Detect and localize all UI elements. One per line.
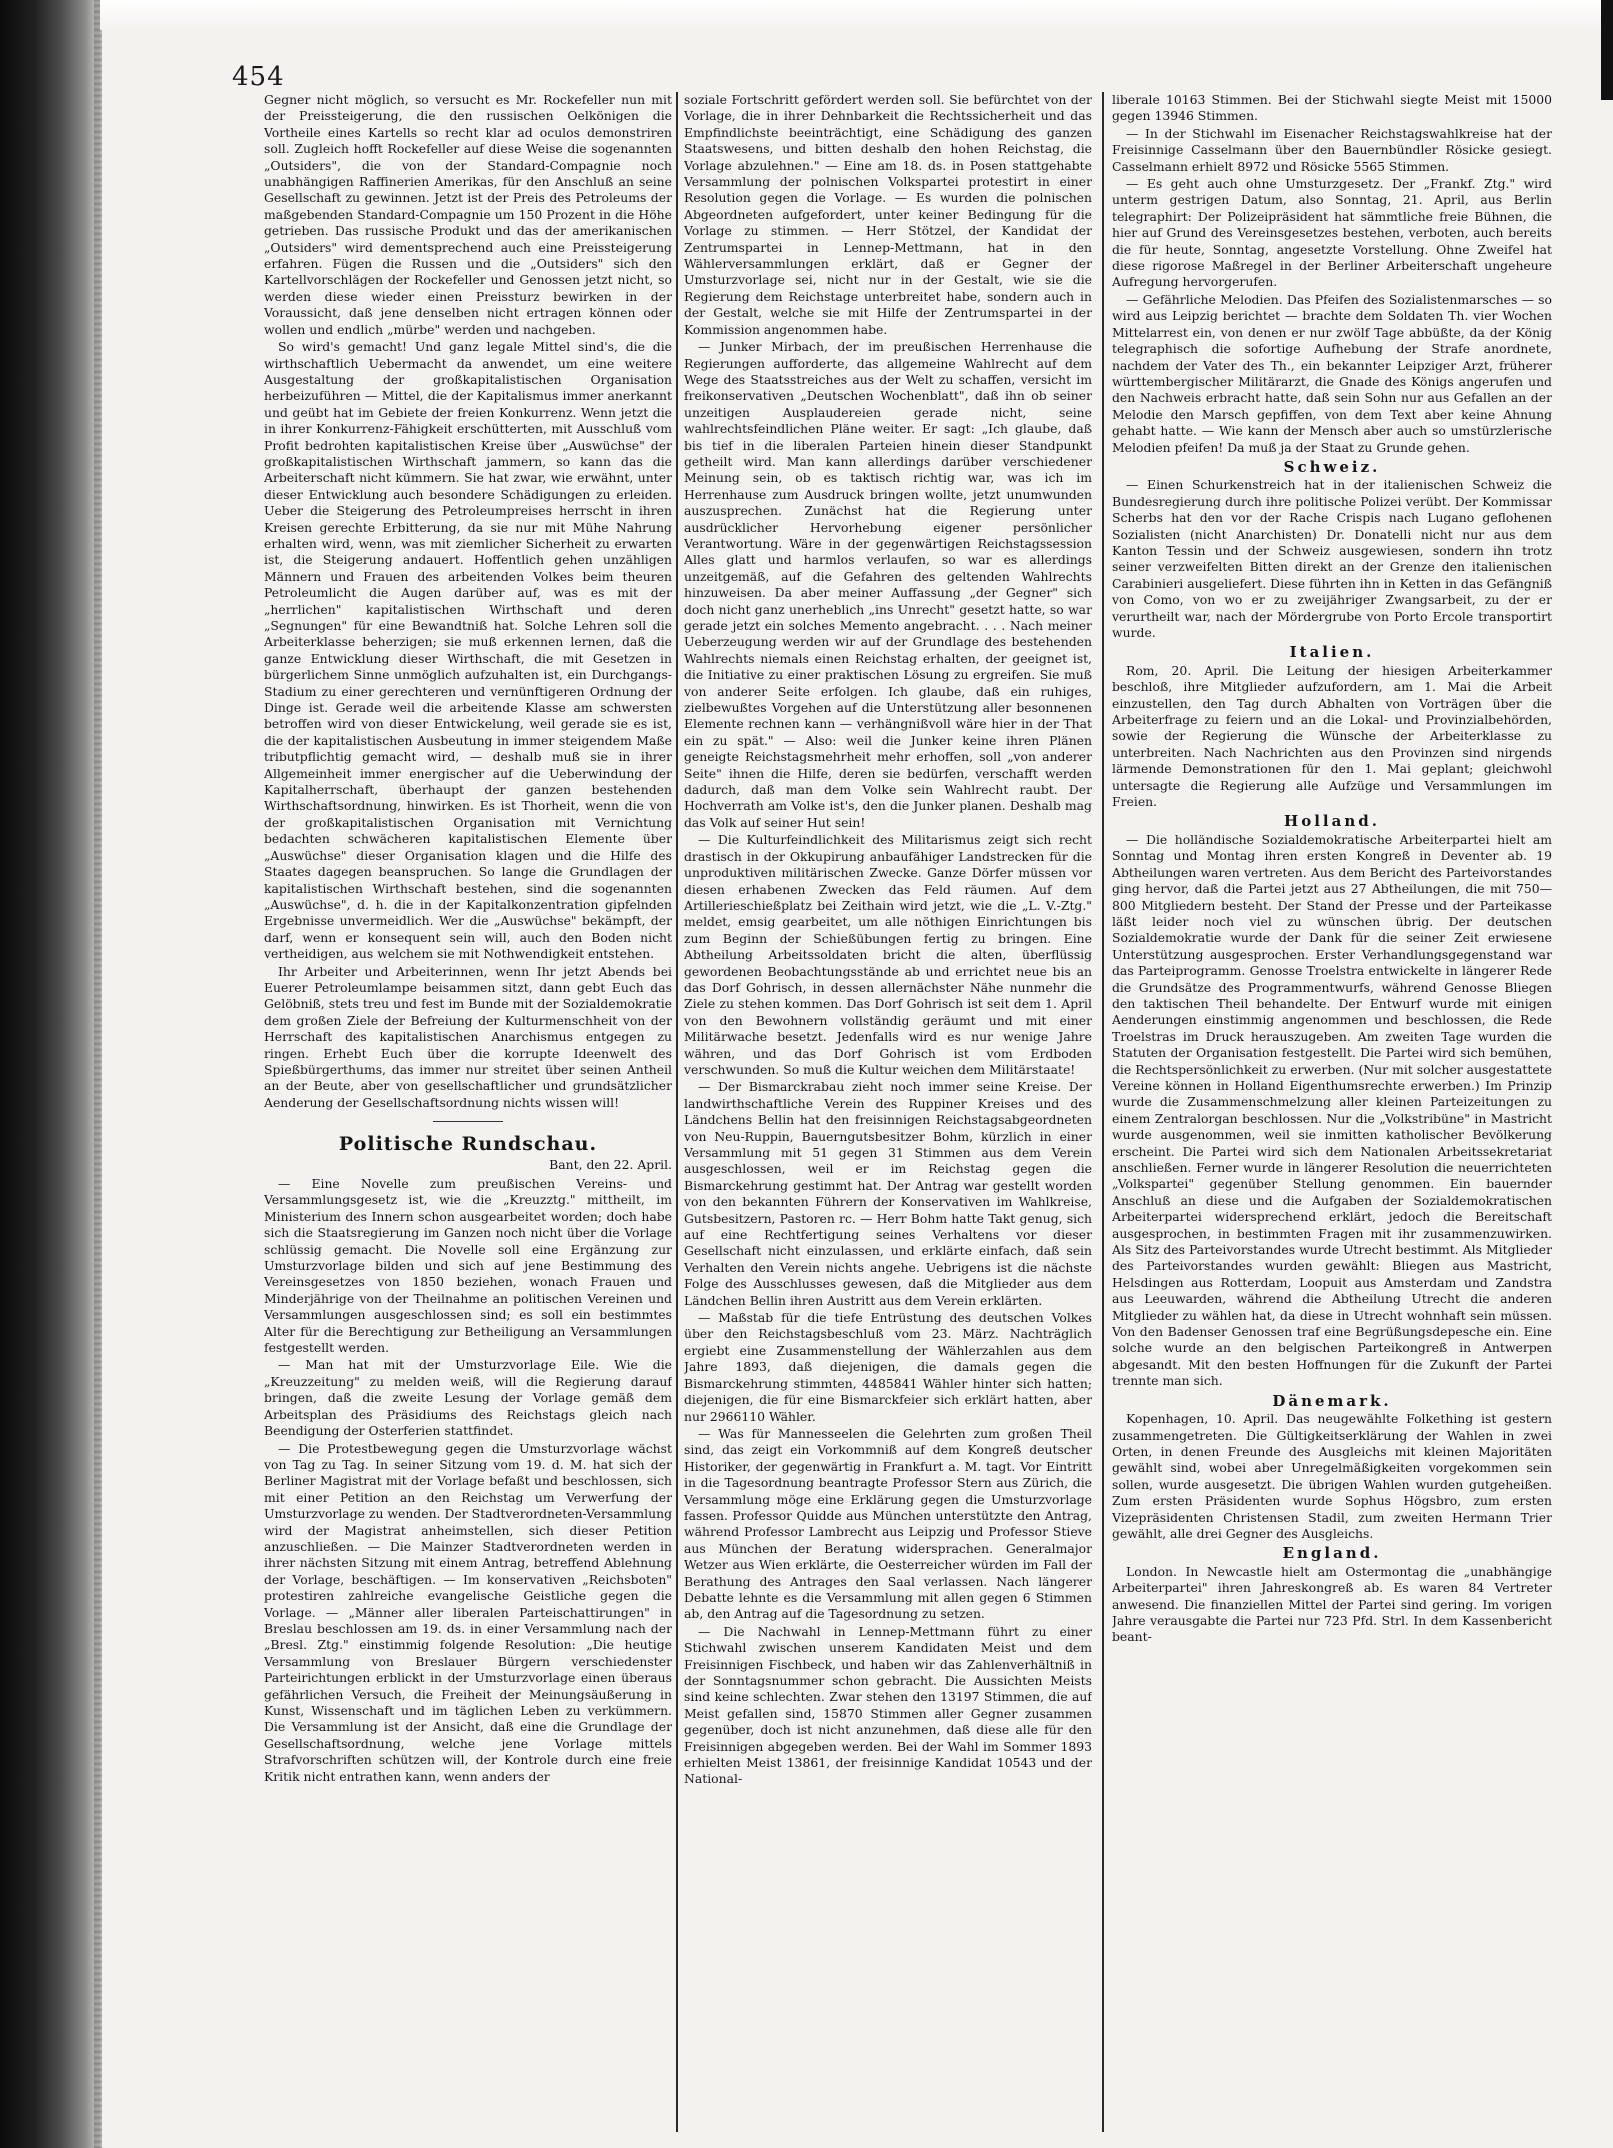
news-item: — Es geht auch ohne Umsturzgesetz. Der „Frankf. Ztg." wird unterm gestrigen Datum, also Sonntag, 21. April, aus Berlin telegraphirt: Der Polizeipräsident hat sämmtliche freie Bühnen, die hier auf Grund des Vereinsgesetzes bestehen, verboten, auch bereits die für heute, Sonntag, angesetzte Vorstellung. Ohne Zweifel hat diese rigorose Maßregel in der Berliner Arbeiterschaft ungeheure Aufregung hervorgerufen. — [1112, 176, 1552, 290]
news-item: — Gefährliche Melodien. Das Pfeifen des Sozialistenmarsches — so wird aus Leipzig berichtet — brachte dem Soldaten Th. vier Wochen Mittelarrest ein, von denen er nur zwölf Tage abbüßte, da der König telegraphisch die sofortige Aufhebung der Strafe anordnete, nachdem der Vater des Th., ein bekannter Leipziger Arzt, früherer württembergischer Militärarzt, die Gnade des Königs angerufen und den Nachweis erbracht hatte, daß sein Sohn nur aus Gefallen an der Melodie den Marsch gepfiffen, von dem Text aber keine Ahnung gehabt hatte. — Wie kann der Mensch aber auch so umstürzlerische Melodien pfeifen! Da muß ja der Staat zu Grunde gehen. — [1112, 291, 1552, 455]
news-item: — Die holländische Sozialdemokratische Arbeiterpartei hielt am Sonntag und Montag ihren ersten Kongreß in Deventer ab. 19 Abtheilungen waren vertreten. Aus dem Bericht des Parteivorstandes ging hervor, daß die Partei jetzt aus 27 Abtheilungen, die mit 750—800 Mitgliedern besteht. Der Stand der Presse und der Parteikasse läßt leider noch viel zu wünschen übrig. Der deutschen Sozialdemokratie wurde der Dank für die seiner Zeit erwiesene Unterstützung ausgesprochen. Erster Verhandlungsgegenstand war das Parteiprogramm. Genosse Troelstra entwickelte in längerer Rede die Grundsätze des Programmentwurfs, während Genosse Bliegen den taktischen Theil behandelte. Der Entwurf wurde mit einigen Aenderungen einstimmig angenommen und beschlossen, die Rede Troelstras im Druck herauszugeben. Am zweiten Tage wurden die Statuten der Organisation festgestellt. Die Partei wird sich bemühen, die Rechtspersönlichkeit zu erwerben. (Nur mit solcher ausgestattete Vereine können in Holland Eigenthumsrechte erwerben.) Im Prinzip wurde die Zusammenschmelzung aller kleinen Parteizeitungen zu einem Zentralorgan beschlossen. Nur die „Volkstribüne" in Mastricht wurde ausgenommen, weil sie inmitten katholischer Bevölkerung erscheint. Die Partei wird sich dem Nationalen Arbeitssekretariat anschließen. Ferner wurde in längerer Resolution die neuerrichteten „Volkspartei" gegenüber Stellung genommen. Ein bauernder Anschluß an diese und die Aufgaben der Sozialdemokratischen Arbeiterpartei widersprechend erklärt, jedoch die Bereitschaft ausgesprochen, in bestimmten Fragen mit ihr zusammenzuwirken. Als Sitz des Parteivorstandes wurde Utrecht bestimmt. Als Mitglieder des Parteivorstandes wurden gewählt: Bliegen aus Mastricht, Helsdingen aus Rotterdam, Loopuit aus Amsterdam und Zandstra aus Leeuwarden, während die Abtheilung Utrecht die anderen Mitglieder zu wählen hat, da diese in Utrecht wohnhaft sein müssen. Von den Badenser Genossen traf eine Begrüßungsdepesche ein. Eine solche wurde an den belgischen Parteikongreß in Antwerpen abgesandt. Mit den besten Hoffnungen für die Zukunft der Partei trennte man sich. — [1112, 831, 1552, 1389]
column-middle — [684, 92, 1092, 2117]
section-divider — [433, 1121, 503, 1122]
column-divider-2 — [1102, 92, 1104, 2132]
news-item: Kopenhagen, 10. April. Das neugewählte Folkething ist gestern zusammengetreten. Die Gültigkeitserklärung der Wahlen in zwei Orten, in denen Freunde des Ausgleichs mit kleinen Majoritäten gewählt sind, wobei aber Unregelmäßigkeiten vorgekommen sein sollen, wurde ausgesetzt. Die übrigen Wahlen wurden gutgeheißen. Zum ersten Präsidenten wurde Sophus Högsbro, zum ersten Vizepräsidenten Christensen Stadil, zum zweiten Hermann Trier gewählt, alle drei Gegner des Ausgleichs. — [1112, 1411, 1552, 1541]
news-item: — Einen Schurkenstreich hat in der italienischen Schweiz die Bundesregierung durch ihre politische Polizei verübt. Der Kommissar Scherbs hat den vor der Rache Crispis nach Lugano geflohenen Sozialisten (nicht Anarchisten) Dr. Donatelli nicht nur aus dem Kanton Tessin und der Schweiz ausgewiesen, sondern ihn trotz seiner verzweifelten Bitten direkt an der Grenze den italienischen Carabinieri ausgeliefert. Diese führten ihn in Ketten in das Gefängniß von Como, von wo er zu zweijähriger Zwangsarbeit, zu der er verurtheilt war, nach der Mördergrube von Porto Ercole transportirt wurde. — [1112, 477, 1552, 640]
news-item: Rom, 20. April. Die Leitung der hiesigen Arbeiterkammer beschloß, ihre Mitglieder aufzufordern, am 1. Mai die Arbeit einzustellen, den Tag durch Abhalten von Vorträgen über die Arbeiterfrage zu feiern und an die Lokal- und Provinzialbehörden, sowie der Regierung die Wünsche der Arbeiterklasse zu unterbreiten. Nach Nachrichten aus den Provinzen sind nirgends lärmende Demonstrationen für den 1. Mai geplant; gleichwohl untersagte die Regierung alle Aufzüge und Versammlungen im Freien. — [1112, 662, 1552, 810]
section-heading-daenemark: Dänemark. — [1272, 1391, 1392, 1410]
column-right — [1112, 92, 1552, 2117]
section-heading-politische-rundschau: Politische Rundschau. — [338, 1133, 598, 1156]
news-item: liberale 10163 Stimmen. Bei der Stichwahl siegte Meist mit 15000 gegen 13946 Stimmen. — [1112, 92, 1552, 124]
section-heading-italien: Italien. — [1289, 643, 1375, 662]
article-paragraph: Ihr Arbeiter und Arbeiterinnen, wenn Ihr jetzt Abends bei Euerer Petroleumlampe beisammen sitzt, dann gebt Euch das Gelöbniß, stets treu und fest im Bunde mit der Sozialdemokratie dem großen Ziele der Befreiung der Kulturmenschheit von der Herrschaft des kapitalistischen Anarchismus entgegen zu ringen. Erhebt Euch über die korrupte Ideenwelt des Spießbürgerthums, das immer nur streitet über seinen Antheil an der Beute, aber von gesellschaftlicher und grundsätzlicher Aenderung der Gesellschaftsordnung nichts wissen will! — [264, 963, 672, 1110]
column-divider-1 — [676, 92, 678, 2132]
page-top-edge — [100, 0, 1613, 30]
news-item: — Maßstab für die tiefe Entrüstung des deutschen Volkes über den Reichstagsbeschluß vom 23. März. Nachträglich ergiebt eine Zusammenstellung der Wählerzahlen aus dem Jahre 1893, daß diejenigen, die damals gegen die Bismarckehrung stimmten, 4485841 Wähler hinter sich hatten; diejenigen, die für eine Bismarckfeier sich erklärt hatten, aber nur 2966110 Wähler. — [684, 1310, 1092, 1424]
news-item: — Die Protestbewegung gegen die Umsturzvorlage wächst von Tag zu Tag. In seiner Sitzung vom 19. d. M. hat sich der Berliner Magistrat mit der Vorlage befaßt und beschlossen, sich mit einer Petition an den Reichstag um Verwerfung der Umsturzvorlage zu wenden. Der Stadtverordneten-Versammlung wird der Magistrat anheimstellen, sich dieser Petition anzuschließen. — Die Mainzer Stadtverordneten werden in ihrer nächsten Sitzung mit einem Antrag, betreffend Ablehnung der Vorlage, beschäftigen. — Im konservativen „Reichsboten" protestiren zahlreiche evangelische Geistliche gegen die Vorlage. — „Männer aller liberalen Parteischattirungen" in Breslau beschlossen am 19. ds. in einer Versammlung nach der „Bresl. Ztg." einstimmig folgende Resolution: „Die heutige Versammlung von Breslauer Bürgern verschiedenster Parteirichtungen erblickt in der Umsturzvorlage einen überaus gefährlichen Versuch, die Freiheit der Meinungsäußerung in Kunst, Wissenschaft und im täglichen Leben zu verkümmern. Die Versammlung ist der Ansicht, daß eine die Grundlage der Gesellschaftsordnung, welche jene Vorlage mittels Strafvorschriften schützen will, der Kontrole durch eine freie Kritik nicht entrathen kann, wenn anders der — [264, 1440, 672, 1784]
page-number: 454 — [232, 62, 285, 92]
section-heading-holland: Holland. — [1284, 812, 1380, 831]
section-heading-england: England. — [1282, 1544, 1382, 1563]
news-item: — In der Stichwahl im Eisenacher Reichstagswahlkreise hat der Freisinnige Casselmann über den Bauernbündler Rösicke gesiegt. Casselmann erhielt 8972 und Rösicke 5565 Stimmen. — [1112, 125, 1552, 174]
news-item: — Eine Novelle zum preußischen Vereins- und Versammlungsgesetz ist, wie die „Kreuzztg." mittheilt, im Ministerium des Innern schon ausgearbeitet worden; doch habe sich die Staatsregierung im Ganzen noch nicht über die Vorlage schlüssig gemacht. Die Novelle soll eine Ergänzung zur Umsturzvorlage bilden und sich auf jene Bestimmung des Vereinsgesetzes von 1850 beziehen, wonach Frauen und Minderjährige von der Theilnahme an politischen Vereinen und Versammlungen ausgeschlossen sind; es soll ein bestimmtes Alter für die Berechtigung zur Betheiligung an Versammlungen festgestellt werden. — [264, 1176, 672, 1356]
news-item: — Man hat mit der Umsturzvorlage Eile. Wie die „Kreuzzeitung" zu melden weiß, will die Regierung darauf bringen, daß die zweite Lesung der Vorlage gemäß dem Arbeitsplan des Präsidiums des Reichstags gleich nach Beendigung der Osterferien stattfindet. — [264, 1357, 672, 1439]
article-paragraph: Gegner nicht möglich, so versucht es Mr. Rockefeller nun mit der Preissteigerung, die den russischen Oelkönigen die Vortheile eines Kartells so recht klar ad oculos demonstriren soll. Zugleich hofft Rockefeller auf diese Weise die sogenannten „Outsiders", die von der Standard-Compagnie noch unabhängigen Raffinerien Amerikas, für den Anschluß an seine Gesellschaft zu gewinnen. Jetzt ist der Preis des Petroleums der maßgebenden Standard-Compagnie um 150 Prozent in die Höhe getrieben. Das russische Produkt und das der amerikanischen „Outsiders" wird dementsprechend auch eine Preissteigerung erfahren. Fügen die Russen und die „Outsiders" sich den Kartellvorschlägen der Rockefeller und Genossen jetzt nicht, so werden diese wieder einen Preissturz bewirken in der Voraussicht, daß jene denselben nicht ertragen können oder wollen und endlich „mürbe" werden und nachgeben. — [264, 92, 672, 337]
news-item: — Die Kulturfeindlichkeit des Militarismus zeigt sich recht drastisch in der Okkupirung anbaufähiger Landstrecken für die unproduktiven militärischen Zwecke. Ganze Dörfer müssen vor diesen erhabenen Zwecken das Feld räumen. Auf dem Artillerieschießplatz bei Zeithain wird jetzt, wie die „L. V.-Ztg." meldet, emsig gearbeitet, um alle nöthigen Einrichtungen bis zum Beginn der Schießübungen fertig zu bringen. Eine Abtheilung Arbeitssoldaten bricht die alten, überflüssig gewordenen Beobachtungsstände ab und errichtet neue bis an das Dorf Gohrisch, in dessen allernächster Nähe nunmehr die Ziele zu stehen kommen. Das Dorf Gohrisch ist seit dem 1. April von den Bewohnern vollständig geräumt und mit einer Militärwache besetzt. Jedenfalls wird es nur wenige Jahre währen, und das Dorf Gohrisch ist vom Erdboden verschwunden. So muß die Kultur weichen dem Militärstaate! — [684, 832, 1092, 1077]
news-item: — Junker Mirbach, der im preußischen Herrenhause die Regierungen aufforderte, das allgemeine Wahlrecht auf dem Wege des Staatsstreiches aus der Welt zu schaffen, versicht im freikonservativen „Deutschen Wochenblatt", daß ihn ob seiner unzeitigen Ausplaudereien gerade nicht, seine wahlrechtsfeindlichen Pläne weiter. Er sagt: „Ich glaube, daß bis tief in die liberalen Parteien hinein dieser Standpunkt getheilt wird. Man kann allerdings darüber verschiedener Meinung sein, ob es taktisch richtig war, was ich im Herrenhause zum Ausdruck bringen wollte, jetzt unumwunden auszusprechen. Zunächst hat die Regierung unter ausdrücklicher Hervorhebung eigener persönlicher Verantwortung. Wäre in der gegenwärtigen Reichstagssession Alles glatt und harmlos verlaufen, so war es allerdings unzeitgemäß, auf die Gefahren des geltenden Wahlrechts hinzuweisen. Da aber meiner Auffassung „der Gegner" sich doch nicht ganz unerheblich „ins Unrecht" gesetzt hatte, so war gerade jetzt ein solches Memento angebracht. . . . Nach meiner Ueberzeugung werden wir auf der Grundlage des bestehenden Wahlrechts niemals einen Reichstag erhalten, der geeignet ist, die Initiative zu einer praktischen Lösung zu ergreifen. Sie muß von anderer Seite erfolgen. Ich glaube, daß ein ruhiges, zielbewußtes Vorgehen auf die Unterstützung aller besonnenen Elemente rechnen kann — verhängnißvoll wäre hier in der That ein zu spät." — Also: weil die Junker keine ihren Plänen geneigte Reichstagsmehrheit mehr erhoffen, soll „von anderer Seite" ihnen die Hilfe, deren sie bedürfen, verschafft werden dadurch, daß man dem Volke sein Wahlrecht raubt. Der Hochverrath am Volke ist's, den die Junker planen. Deshalb mag das Volk auf seiner Hut sein! — [684, 339, 1092, 830]
news-item: — Was für Mannesseelen die Gelehrten zum großen Theil sind, das zeigt ein Vorkommniß auf dem Kongreß deutscher Historiker, der gegenwärtig in Frankfurt a. M. tagt. Vor Eintritt in die Tagesordnung beantragte Professor Stern aus Zürich, die Versammlung möge eine Erklärung gegen die Umsturzvorlage fassen. Professor Quidde aus München unterstützte den Antrag, während Professor Lambrecht aus Leipzig und Professor Stieve aus München der Beratung widersprachen. Generalmajor Wetzer aus Wien erklärte, die Oesterreicher würden im Fall der Berathung des Antrages den Saal verlassen. Nach längerer Debatte lehnte es die Versammlung mit allen gegen 6 Stimmen ab, den Antrag auf die Tagesordnung zu setzen. — [684, 1425, 1092, 1622]
column-left — [264, 92, 672, 2117]
news-item: soziale Fortschritt gefördert werden soll. Sie befürchtet von der Vorlage, die in ihrer Dehnbarkeit die Rechtssicherheit und das Empfindlichste beeinträchtigt, eine Schädigung des ganzen Staatswesens, und bitten deshalb den hohen Reichstag, die Vorlage abzulehnen." — Eine am 18. ds. in Posen stattgehabte Versammlung der polnischen Volkspartei protestirt in einer Resolution gegen die Vorlage. — Es wurden die polnischen Abgeordneten aufgefordert, unter keiner Bedingung für die Vorlage zu stimmen. — Herr Stötzel, der Kandidat der Zentrumspartei in Lennep-Mettmann, hat in den Wählerversammlungen erklärt, daß er Gegner der Umsturzvorlage sei, nicht nur in der Gestalt, wie sie die Regierung dem Reichstage unterbreitet habe, sondern auch in der Gestalt, welche sie mit Hilfe der Zentrumspartei in der Kommission angenommen habe. — [684, 92, 1092, 337]
news-item: — Die Nachwahl in Lennep-Mettmann führt zu einer Stichwahl zwischen unserem Kandidaten Meist und dem Freisinnigen Fischbeck, und haben wir das Zahlenverhältniß in der Sonntagsnummer schon gebracht. Die Aussichten Meists sind keine schlechten. Zwar stehen den 13197 Stimmen, die auf Meist gefallen sind, 15870 Stimmen aller Gegner zusammen gegenüber, doch ist nicht anzunehmen, daß diese alle für den Freisinnigen abgegeben werden. Bei der Wahl im Sommer 1893 erhielten Meist 13861, der freisinnige Kandidat 10543 und der National- — [684, 1623, 1092, 1787]
section-heading-schweiz: Schweiz. — [1283, 457, 1381, 476]
book-spine-shadow — [0, 0, 100, 2148]
news-item: London. In Newcastle hielt am Ostermontag die „unabhängige Arbeiterpartei" ihren Jahreskongreß ab. Es waren 84 Vertreter anwesend. Die finanziellen Mittel der Partei sind gering. Im vorigen Jahre verausgabte die Partei nur 723 Pfd. Strl. In dem Kassenbericht beant- — [1112, 1563, 1552, 1645]
dateline: Bant, den 22. April. — [549, 1156, 672, 1172]
binding-fold — [94, 0, 102, 2148]
scan-edge-mark — [1601, 0, 1613, 100]
news-item: — Der Bismarckrabau zieht noch immer seine Kreise. Der landwirthschaftliche Verein des Ruppiner Kreises und des Ländchens Bellin hat den freisinnigen Reichstagsabgeordneten von Neu-Ruppin, Bauerngutsbesitzer Bohm, kürzlich in einer Versammlung mit 51 gegen 31 Stimmen aus dem Verein ausgeschlossen, weil er im Reichstag gegen die Bismarckehrung gestimmt hat. Der Antrag war gestellt worden von den bekannten Führern der Konservativen im Wahlkreise, Gutsbesitzern, Pastoren rc. — Herr Bohm hatte Takt genug, sich auf eine Rechtfertigung seines Verhaltens vor dieser Gesellschaft nicht einzulassen, und erklärte einfach, daß sein Verhalten den Verein nichts angehe. Uebrigens ist die nächste Folge des Ausschlusses gewesen, daß die Mitglieder aus dem Ländchen Bellin ihren Austritt aus dem Verein erklärten. — [684, 1079, 1092, 1308]
article-paragraph: So wird's gemacht! Und ganz legale Mittel sind's, die die wirthschaftlich Uebermacht da anwendet, um eine weitere Ausgestaltung der großkapitalistischen Organisation herbeizuführen — Mittel, die der Kapitalismus immer anerkannt und geübt hat im Gebiete der freien Konkurrenz. Wenn jetzt die in ihrer Konkurrenz-Fähigkeit erschütterten, mit Ausschluß vom Profit bedrohten kapitalistischen Kreise über „Auswüchse" der großkapitalistischen Wirthschaft jammern, so kann das die Arbeiterschaft nicht kümmern. Sie hat zwar, wie erwähnt, unter dieser Entwicklung auch besondere Schädigungen zu erleiden. Ueber die Steigerung des Petroleumpreises herrscht in ihren Kreisen gerechte Erbitterung, da sie nur mit Mühe Nahrung erhalten wird, wenn, was mit ziemlicher Sicherheit zu erwarten ist, die Steigerung andauert. Hoffentlich gehen unzähligen Männern und Frauen des arbeitenden Volkes beim theuren Petroleumlicht die Augen darüber auf, was es mit der „herrlichen" kapitalistischen Wirthschaft und deren „Segnungen" für eine Bewandtniß hat. Solche Lehren soll die Arbeiterklasse beherzigen; sie muß erkennen lernen, daß die ganze Entwicklung dieser Wirthschaft, die mit Gesetzen in bürgerlichem Sinne unmöglich aufzuhalten ist, ein Durchgangs-Stadium zu einer gerechteren und vernünftigeren Ordnung der Dinge ist. Gerade weil die arbeitende Klasse am schwersten betroffen wird von dieser Entwickelung, weil gerade sie es ist, die der kapitalistischen Ausbeutung in immer steigendem Maße tributpflichtig gemacht wird, — deshalb muß sie in ihrer Allgemeinheit immer energischer auf die Ueberwindung der Kapitalherrschaft, überhaupt der ganzen bestehenden Wirthschaftsordnung, hinwirken. Es ist Thorheit, wenn die von der großkapitalistischen Organisation mit Vernichtung bedachten schwächeren kapitalistischen Elemente über „Auswüchse" dieser Organisation klagen und die Hilfe des Staates dagegen beanspruchen. So lange die Grundlagen der kapitalistischen Wirthschaft bestehen, sind die sogenannten „Auswüchse", d. h. die in der Kapitalkonzentration gipfelnden Ergebnisse unvermeidlich. Wer die „Auswüchse" bekämpft, der darf, wenn er konsequent sein will, auch den Boden nicht vertheidigen, aus welchem sie mit Nothwendigkeit entstehen. — [264, 339, 672, 962]
